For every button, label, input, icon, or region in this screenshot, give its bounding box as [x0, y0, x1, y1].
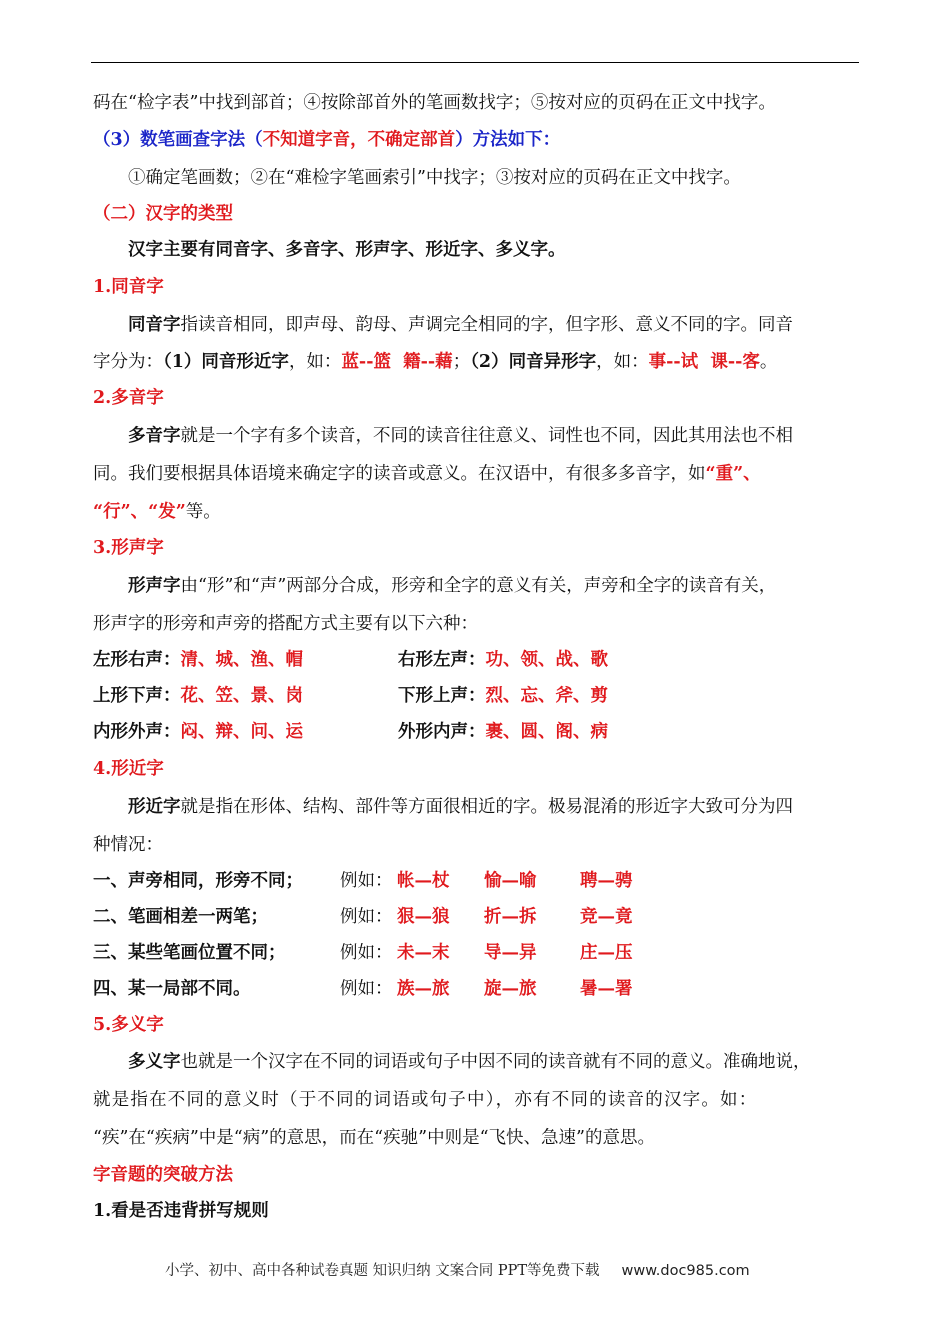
subheading-similar: 4.形近字 — [93, 759, 164, 779]
text-line: 形声字由“形”和“声”两部分合成，形旁和全字的意义有关，声旁和全字的读音有关， — [128, 576, 777, 596]
xingsheng-row: 上形下声：花、笠、景、岗 下形上声：烈、忘、斧、剪 — [93, 686, 608, 706]
subheading-phonosemantic: 3.形声字 — [93, 538, 164, 558]
text-line: 形近字就是指在形体、结构、部件等方面很相近的字。极易混淆的形近字大致可分为四 — [128, 797, 793, 817]
text-line: 汉字主要有同音字、多音字、形声字、形近字、多义字。 — [128, 240, 566, 260]
method-heading: （3）数笔画查字法（不知道字音，不确定部首）方法如下： — [93, 130, 561, 150]
footer-link[interactable]: www.doc985.com — [621, 1263, 750, 1279]
footer — [165, 1259, 750, 1280]
text-line: 同音字指读音相同，即声母、韵母、声调完全相同的字，但字形、意义不同的字。同音 — [128, 315, 793, 335]
section-heading-methods: 字音题的突破方法 — [93, 1165, 233, 1185]
text-line: 码在“检字表”中找到部首；④按除部首外的笔画数找字；⑤按对应的页码在正文中找字。 — [93, 93, 776, 113]
subheading-spelling-rules: 1.看是否违背拼写规则 — [93, 1201, 269, 1221]
text-line: 字分为：（1）同音形近字，如：蓝--篮 籍--藉；（2）同音异形字，如：事--试 课--客。 — [93, 352, 778, 372]
xingjin-row: 三、某些笔画位置不同； 例如： 未—末 导—异 庄—压 — [93, 943, 633, 963]
text-line: ①确定笔画数；②在“难检字笔画索引”中找字；③按对应的页码在正文中找字。 — [128, 168, 741, 188]
subheading-homophone: 1.同音字 — [93, 277, 164, 297]
subheading-polyphone: 2.多音字 — [93, 388, 164, 408]
xingjin-row: 四、某一局部不同。 例如： 族—旅 旋—旅 暑—署 — [93, 979, 633, 999]
xingsheng-row: 左形右声：清、城、渔、帽 右形左声：功、领、战、歌 — [93, 650, 608, 670]
text-line: 多义字也就是一个汉字在不同的词语或句子中因不同的读音就有不同的意义。准确地说， — [128, 1052, 811, 1072]
subheading-polysemy: 5.多义字 — [93, 1015, 164, 1035]
text-line: “疾”在“疾病”中是“病”的意思，而在“疾驰”中则是“飞快、急速”的意思。 — [93, 1128, 655, 1148]
text-line: 就是指在不同的意义时（于不同的词语或句子中），亦有不同的读音的汉字。如： — [93, 1090, 758, 1110]
footer-text: 小学、初中、高中各种试卷真题 知识归纳 文案合同 PPT等免费下载 — [165, 1263, 600, 1279]
text-line: 多音字就是一个字有多个读音，不同的读音往往意义、词性也不同，因此其用法也不相 — [128, 426, 793, 446]
header-rule — [91, 62, 859, 63]
xingsheng-row: 内形外声：闷、辩、问、运 外形内声：裹、圆、阁、病 — [93, 722, 608, 742]
section-heading: （二）汉字的类型 — [93, 204, 233, 224]
xingjin-row: 一、声旁相同，形旁不同； 例如： 帐—杖 愉—喻 聘—骋 — [93, 871, 633, 891]
text-line: “行”、“发”等。 — [93, 502, 221, 522]
text-line: 形声字的形旁和声旁的搭配方式主要有以下六种： — [93, 614, 478, 634]
text-line: 种情况： — [93, 835, 163, 855]
xingjin-row: 二、笔画相差一两笔； 例如： 狠—狼 折—拆 竞—竟 — [93, 907, 633, 927]
text-line: 同。我们要根据具体语境来确定字的读音或意义。在汉语中，有很多多音字，如“重”、 — [93, 464, 761, 484]
